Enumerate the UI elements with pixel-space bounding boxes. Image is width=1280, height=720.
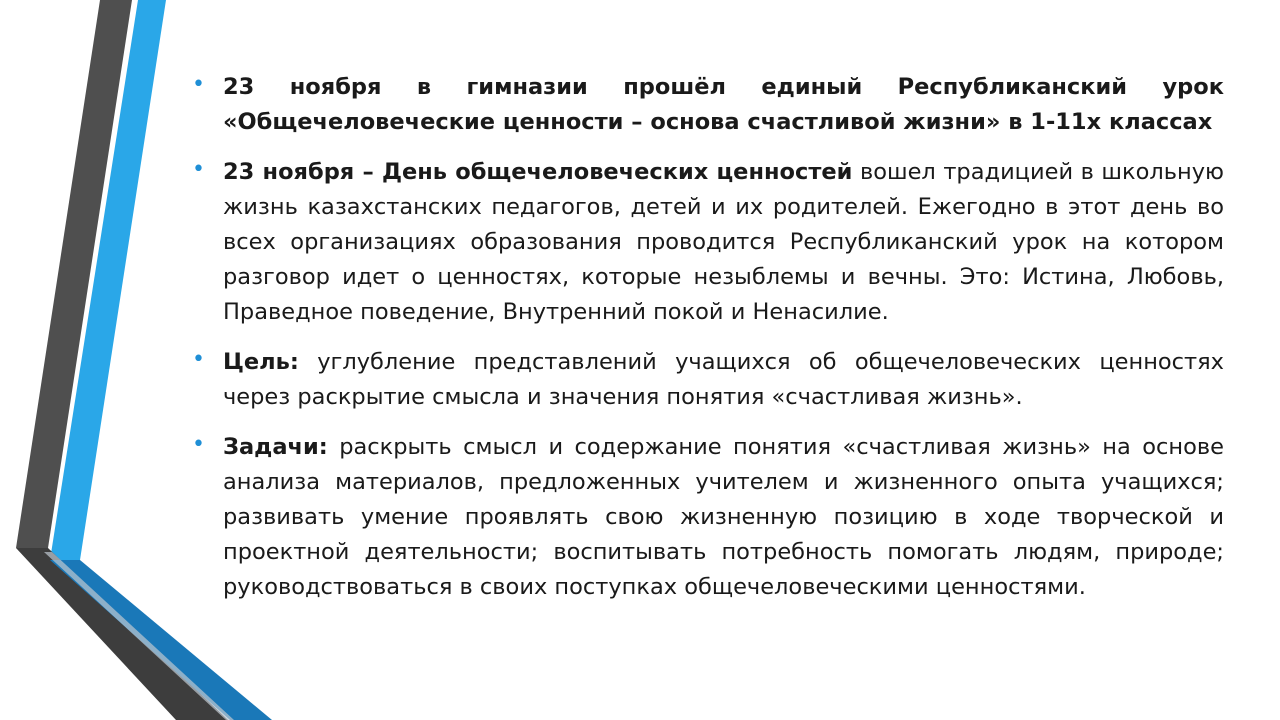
bullet-item-day-of-values <box>192 155 1224 330</box>
goal-label: Цель: <box>223 349 299 375</box>
bullet-dot-icon: • <box>192 432 205 457</box>
slide-content <box>192 70 1224 620</box>
bullet-dot-icon: • <box>192 347 205 372</box>
bullet-item-event <box>192 70 1224 140</box>
day-of-values-text: вошел традицией в школьную жизнь казахстанских педагогов, детей и их родителей. Ежегодно в этот день во всех организациях образования проводится Республиканский урок на котором разговор идет о ценностях, которые незыблемы и вечны. Это: Истина, Любовь, Праведное поведение, Внутренний покой и Ненасилие. <box>223 159 1224 325</box>
bullet-dot-icon: • <box>192 157 205 182</box>
day-of-values-lead: 23 ноября – День общечеловеческих ценностей <box>223 159 853 185</box>
tasks-text: раскрыть смысл и содержание понятия «счастливая жизнь» на основе анализа материалов, предложенных учителем и жизненного опыта учащихся; развивать умение проявлять свою жизненную позицию в ходе творческой и проектной деятельности; воспитывать потребность помогать людям, природе; руководствоваться в своих поступках общечеловеческими ценностями. <box>223 434 1224 600</box>
goal-text: углубление представлений учащихся об общечеловеческих ценностях через раскрытие смысла и значения понятия «счастливая жизнь». <box>223 349 1224 410</box>
tasks-label: Задачи: <box>223 434 328 460</box>
event-text: 23 ноября в гимназии прошёл единый Республиканский урок «Общечеловеческие ценности – основа счастливой жизни» в 1-11х классах <box>223 74 1224 135</box>
bullet-dot-icon: • <box>192 72 205 97</box>
bullet-item-tasks <box>192 430 1224 605</box>
bullet-item-goal <box>192 345 1224 415</box>
